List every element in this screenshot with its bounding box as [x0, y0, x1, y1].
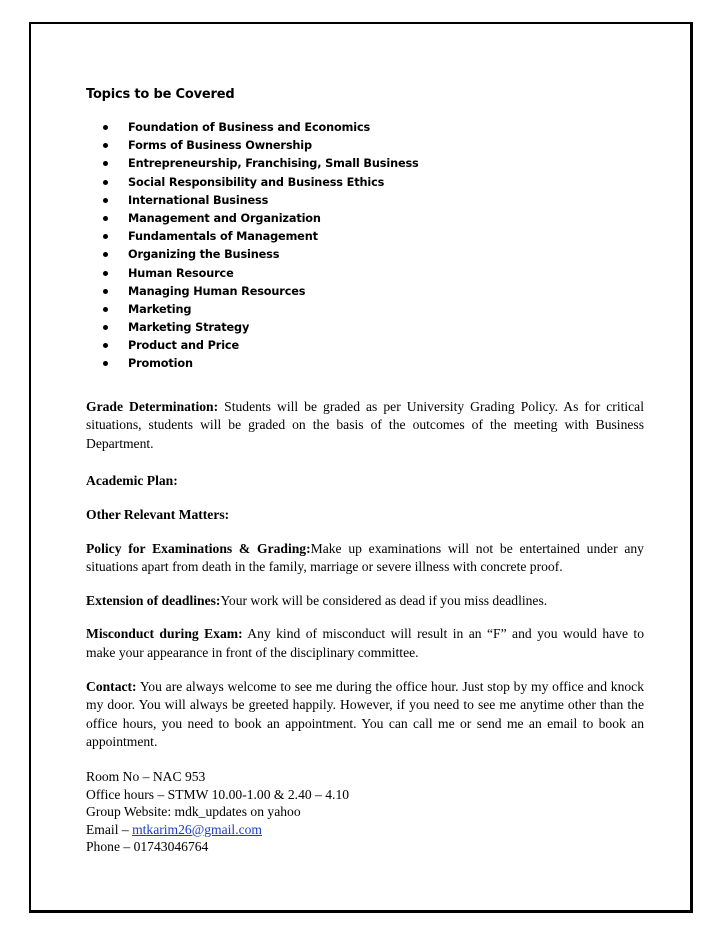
- deadline-extension-label: Extension of deadlines:: [86, 592, 221, 608]
- topic-item: [86, 174, 644, 192]
- topic-item: [86, 319, 644, 337]
- exam-policy-label: Policy for Examinations & Grading:: [86, 540, 311, 556]
- phone-number: Phone – 01743046764: [86, 839, 209, 855]
- group-website: Group Website: mdk_updates on yahoo: [86, 804, 301, 820]
- document-body: [86, 87, 644, 856]
- bullet-icon: [103, 325, 108, 330]
- topics-list: [86, 119, 644, 374]
- topic-label: Human Resource: [128, 266, 234, 280]
- topic-label: Management and Organization: [128, 211, 321, 225]
- contact-paragraph: [86, 678, 644, 752]
- bullet-icon: [103, 180, 108, 185]
- bullet-icon: [103, 161, 108, 166]
- bullet-icon: [103, 234, 108, 239]
- topic-label: Promotion: [128, 357, 193, 371]
- bullet-icon: [103, 307, 108, 312]
- topic-item: [86, 301, 644, 319]
- topic-label: Marketing: [128, 302, 192, 316]
- other-matters-label: Other Relevant Matters:: [86, 507, 230, 522]
- topic-item: [86, 355, 644, 373]
- bullet-icon: [103, 252, 108, 257]
- topic-item: [86, 192, 644, 210]
- contact-info-block: [86, 768, 644, 856]
- bullet-icon: [103, 271, 108, 276]
- academic-plan-paragraph: [86, 472, 644, 491]
- email-prefix: Email –: [86, 821, 133, 837]
- topic-item: [86, 283, 644, 301]
- grade-determination-text: Students will be graded as per University Grading Policy. As for critical situations, students will be graded on the basis of the outcomes of the meeting with Business Department.: [86, 398, 644, 451]
- bullet-icon: [103, 125, 108, 130]
- topic-item: [86, 119, 644, 137]
- misconduct-text: Any kind of misconduct will result in an “F” and you would have to make your appearance in front of the disciplinary committee.: [86, 626, 644, 660]
- topic-item: [86, 155, 644, 173]
- bullet-icon: [103, 216, 108, 221]
- bullet-icon: [103, 143, 108, 148]
- bullet-icon: [103, 198, 108, 203]
- deadline-extension-text: Your work will be considered as dead if you miss deadlines.: [220, 592, 548, 608]
- bullet-icon: [103, 361, 108, 366]
- topic-label: International Business: [128, 193, 269, 207]
- topic-label: Organizing the Business: [128, 248, 280, 262]
- deadline-extension-paragraph: [86, 592, 644, 611]
- grade-determination-label: Grade Determination:: [86, 398, 219, 414]
- topic-label: Social Responsibility and Business Ethics: [128, 175, 385, 189]
- topic-item: [86, 137, 644, 155]
- other-matters-paragraph: [86, 506, 644, 525]
- topic-item: [86, 337, 644, 355]
- grade-determination-paragraph: [86, 398, 644, 454]
- topic-item: [86, 265, 644, 283]
- misconduct-paragraph: [86, 625, 644, 662]
- exam-policy-text: Make up examinations will not be entertained under any situations apart from death in the family, marriage or severe illness with concrete proof.: [86, 540, 644, 575]
- bullet-icon: [103, 289, 108, 294]
- topic-label: Managing Human Resources: [128, 284, 306, 298]
- topic-label: Forms of Business Ownership: [128, 139, 312, 153]
- misconduct-label: Misconduct during Exam:: [86, 626, 243, 642]
- topic-label: Fundamentals of Management: [128, 230, 318, 244]
- exam-policy-paragraph: [86, 540, 644, 577]
- topics-heading: Topics to be Covered: [86, 87, 235, 102]
- academic-plan-label: Academic Plan:: [86, 473, 178, 489]
- topic-label: Product and Price: [128, 339, 239, 353]
- room-number: Room No – NAC 953: [86, 768, 206, 784]
- topic-item: [86, 228, 644, 246]
- topic-label: Foundation of Business and Economics: [128, 121, 371, 134]
- bullet-icon: [103, 343, 108, 348]
- topic-item: [86, 210, 644, 228]
- topic-item: [86, 246, 644, 264]
- contact-text: You are always welcome to see me during the office hour. Just stop by my office and knock my door. You will always be greeted happily. However, if you need to see me anytime other than the office hours, you need to book an appointment. You can call me or send me an email to book an appointment.: [86, 678, 644, 750]
- topic-label: Entrepreneurship, Franchising, Small Business: [128, 157, 419, 171]
- email-link[interactable]: mtkarim26@gmail.com: [132, 821, 262, 837]
- contact-label: Contact:: [86, 678, 137, 694]
- topic-label: Marketing Strategy: [128, 321, 250, 335]
- office-hours: Office hours – STMW 10.00-1.00 & 2.40 – 4.10: [86, 786, 350, 802]
- email-line: [86, 821, 644, 839]
